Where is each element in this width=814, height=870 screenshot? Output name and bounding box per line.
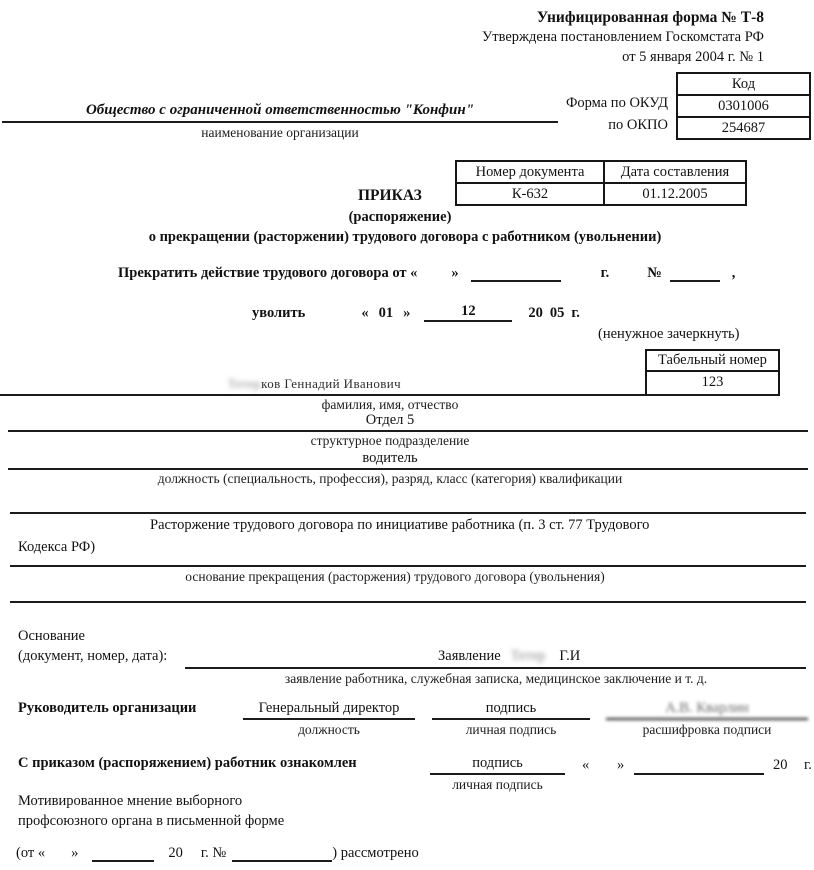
head-sign-col <box>432 700 590 738</box>
union-date-row <box>16 845 419 862</box>
head-position-col <box>243 700 415 738</box>
head-name-caption: расшифровка подписи <box>642 722 772 737</box>
basis-value <box>438 648 580 665</box>
basis-value-redacted: Тетер <box>510 648 546 664</box>
head-name-redacted: А.В. Кварлин <box>606 700 808 720</box>
spare-line <box>10 601 806 603</box>
employee-name-redacted: Тетер <box>228 376 262 391</box>
terminate-year-label: г. <box>600 265 610 281</box>
employee-name-line <box>0 394 779 396</box>
terminate-close-quote: » <box>451 265 459 281</box>
terminate-date-blank <box>471 265 561 282</box>
tab-number-label: Табельный номер <box>647 351 778 372</box>
union-g-no: г. № <box>200 845 227 861</box>
code-table <box>676 72 811 140</box>
ack-year-prefix: 20 <box>773 757 788 773</box>
head-name-col <box>606 700 808 738</box>
department-caption: структурное подразделение <box>310 433 470 448</box>
dismiss-label: уволить <box>252 305 306 321</box>
terminate-number-blank <box>670 265 720 282</box>
union-year-prefix: 20 <box>168 845 183 861</box>
union-line1: Мотивированное мнение выборного <box>18 793 243 809</box>
position-value: водитель <box>362 450 418 466</box>
terminate-comma: , <box>731 265 736 281</box>
dismiss-close-quote: » <box>403 305 411 321</box>
union-date-blank <box>92 845 154 862</box>
ack-year-label: г. <box>804 757 812 773</box>
form-header <box>482 8 764 67</box>
ack-date-blank <box>634 773 764 775</box>
code-header-cell: Код <box>677 73 810 95</box>
okpo-label: по ОКПО <box>608 117 668 133</box>
basis-label2: (документ, номер, дата): <box>18 648 168 664</box>
head-position-caption: должность <box>298 722 360 737</box>
reason-line1: Расторжение трудового договора по инициативе работника (п. 3 ст. 77 Трудового <box>150 517 650 533</box>
strike-note: (ненужное зачеркнуть) <box>598 326 740 342</box>
ack-open-quote: « <box>582 757 590 773</box>
head-label: Руководитель организации <box>18 700 197 716</box>
okud-value-cell: 0301006 <box>677 95 810 117</box>
dismiss-open-quote: « <box>361 305 369 321</box>
dismiss-month: 12 <box>424 303 512 322</box>
department-line <box>8 430 808 432</box>
ack-sign-col <box>430 755 565 793</box>
dismiss-day: 01 <box>378 305 394 321</box>
doc-number-value: К-632 <box>456 183 604 205</box>
doc-date-value: 01.12.2005 <box>604 183 746 205</box>
basis-caption: заявление работника, служебная записка, медицинское заключение и т. д. <box>284 671 708 686</box>
union-line2: профсоюзного органа в письменной форме <box>18 813 285 829</box>
position-caption: должность (специальность, профессия), разряд, класс (категория) квалификации <box>157 471 623 486</box>
basis-value-prefix: Заявление <box>438 648 501 664</box>
union-close-quote: » <box>71 845 79 861</box>
terminate-line <box>118 265 735 282</box>
reason-line2: Кодекса РФ) <box>18 539 96 555</box>
union-number-blank <box>232 845 332 862</box>
ack-sign-value: подпись <box>430 755 565 775</box>
okud-label: Форма по ОКУД <box>565 95 668 111</box>
tab-number-value: 123 <box>701 374 724 390</box>
head-position-value: Генеральный директор <box>243 700 415 720</box>
terminate-label: Прекратить действие трудового договора от « <box>118 265 418 281</box>
dismiss-year-prefix: 20 <box>528 305 543 321</box>
doc-number-table <box>455 160 747 206</box>
doc-date-header: Дата составления <box>604 161 746 183</box>
dismiss-line <box>252 303 580 322</box>
ack-sign-caption: личная подпись <box>452 777 543 792</box>
order-subtitle: (распоряжение) <box>348 209 452 225</box>
reason-bottom-line <box>10 565 806 567</box>
head-sign-value: подпись <box>432 700 590 720</box>
form-title: Унифицированная форма № Т-8 <box>536 9 764 26</box>
department-value: Отдел 5 <box>365 412 415 428</box>
order-subject: о прекращении (расторжении) трудового договора с работником (увольнении) <box>148 229 662 245</box>
okpo-value-cell: 254687 <box>677 117 810 139</box>
head-sign-caption: личная подпись <box>465 722 557 737</box>
basis-label1: Основание <box>18 628 85 644</box>
basis-value-suffix: Г.И <box>559 648 581 664</box>
ack-label: С приказом (распоряжением) работник ознакомлен <box>18 755 357 771</box>
ack-close-quote: » <box>617 757 625 773</box>
employee-name-visible: ков Геннадий Иванович <box>261 376 402 391</box>
organization-name: Общество с ограниченной ответственностью "Конфин" <box>2 102 558 123</box>
organization-caption: наименование организации <box>201 125 359 140</box>
union-from-label: (от « <box>16 845 46 861</box>
dismiss-year-value: 05 <box>549 305 565 321</box>
doc-number-header: Номер документа <box>456 161 604 183</box>
position-line <box>8 468 808 470</box>
order-title: ПРИКАЗ <box>358 187 422 204</box>
employee-name <box>228 376 401 392</box>
employee-name-caption: фамилия, имя, отчество <box>321 397 459 412</box>
reason-caption: основание прекращения (расторжения) трудового договора (увольнения) <box>185 569 605 584</box>
form-approved-line1: Утверждена постановлением Госкомстата РФ <box>481 29 764 46</box>
basis-line <box>185 667 806 669</box>
terminate-number-label: № <box>647 265 662 281</box>
reason-top-line <box>10 512 806 514</box>
form-approved-line2: от 5 января 2004 г. № 1 <box>622 48 764 65</box>
organization-block <box>2 102 558 141</box>
tab-number-box <box>645 349 780 396</box>
union-tail: ) рассмотрено <box>332 845 419 861</box>
dismiss-year-label: г. <box>571 305 580 321</box>
